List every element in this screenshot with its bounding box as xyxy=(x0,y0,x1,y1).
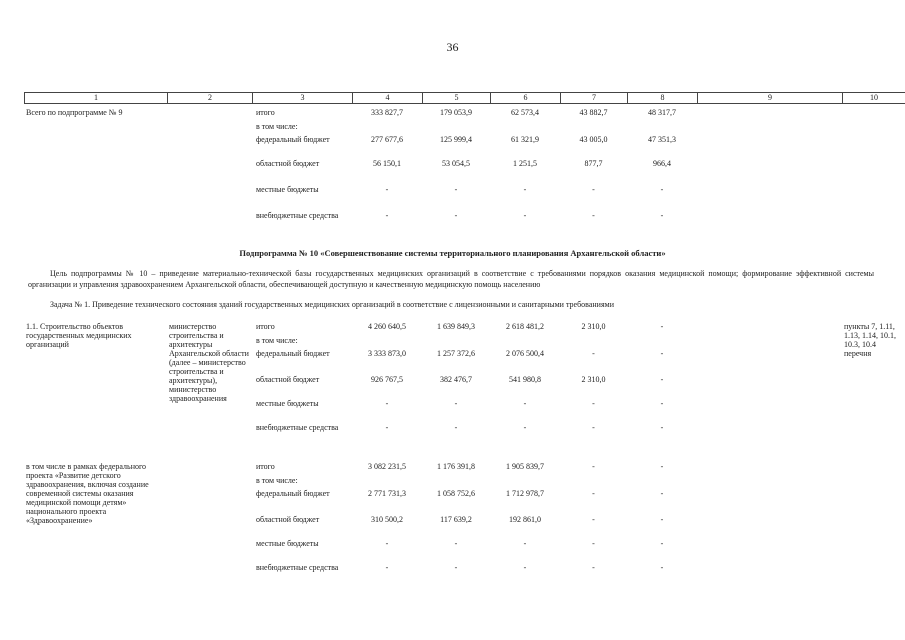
federal-project-table xyxy=(24,460,905,585)
value-cell: - xyxy=(660,211,664,220)
funding-source: областной бюджет xyxy=(256,515,320,524)
value-cell: 1 639 849,3 xyxy=(437,322,475,331)
value-cell: 310 500,2 xyxy=(371,515,403,524)
value-cell: - xyxy=(660,399,664,408)
value-cell xyxy=(560,334,627,347)
value-cell: - xyxy=(592,489,595,498)
value-cell: - xyxy=(523,185,527,194)
row-name: Всего по подпрограмме № 9 xyxy=(26,108,123,117)
value-cell: 2 618 481,2 xyxy=(506,322,544,331)
funding-source: областной бюджет xyxy=(256,159,320,168)
value-cell: - xyxy=(523,563,527,572)
value-cell: - xyxy=(454,399,458,408)
subprogram-goal: Цель подпрограммы № 10 – приведение материально-технической базы государственных медицинских организаций в соответствие с требованиями порядков оказания медицинской помощи; формирование эффективной системы организации и управления здравоохранением Архангельской области, обеспечивающей доступную и качественную медицинскую помощь населению xyxy=(28,269,874,289)
value-cell: 1 257 372,6 xyxy=(437,349,475,358)
value-cell xyxy=(352,474,422,487)
subprogram-title: Подпрограмма № 10 «Совершенствование системы территориального планирования Архангельской области» xyxy=(239,248,666,258)
funding-source: в том числе: xyxy=(256,122,298,131)
value-cell: - xyxy=(660,539,664,548)
executor xyxy=(167,460,252,585)
value-cell: - xyxy=(523,423,527,432)
value-cell: - xyxy=(454,539,458,548)
notes-cell xyxy=(697,106,842,233)
value-cell: - xyxy=(592,515,595,524)
value-cell: - xyxy=(454,423,458,432)
funding-source: федеральный бюджет xyxy=(256,349,330,358)
value-cell: - xyxy=(592,211,595,220)
reference-note: пункты 7, 1.11, 1.13, 1.14, 10.1, 10.3, 10.4 перечня xyxy=(844,322,896,358)
value-cell xyxy=(422,334,490,347)
funding-source: федеральный бюджет xyxy=(256,489,330,498)
value-cell: - xyxy=(660,322,664,331)
value-cell: 2 310,0 xyxy=(581,322,606,331)
value-cell: 179 053,9 xyxy=(440,108,472,117)
value-cell: 1 251,5 xyxy=(513,159,537,168)
funding-source: в том числе: xyxy=(256,336,298,345)
value-cell xyxy=(352,120,422,133)
row-name: в том числе в рамках федерального проекта «Развитие детского здравоохранения, включая создание современной системы оказания медицинской помощи детям» национального проекта «Здравоохранение» xyxy=(26,462,149,525)
funding-source: местные бюджеты xyxy=(256,399,319,408)
value-cell: 56 150,1 xyxy=(373,159,401,168)
notes-cell xyxy=(697,320,842,445)
value-cell: - xyxy=(454,211,458,220)
value-cell: 1 176 391,8 xyxy=(437,462,475,471)
value-cell: - xyxy=(385,423,389,432)
value-cell: 48 317,7 xyxy=(648,108,676,117)
value-cell xyxy=(627,474,697,487)
funding-source: итого xyxy=(256,108,275,117)
value-cell: - xyxy=(523,211,527,220)
value-cell: - xyxy=(592,462,595,471)
value-cell: 1 905 839,7 xyxy=(506,462,544,471)
value-cell xyxy=(490,334,560,347)
column-number: 6 xyxy=(491,93,561,104)
column-number-header xyxy=(24,92,905,104)
value-cell: 3 333 873,0 xyxy=(368,349,406,358)
column-number: 8 xyxy=(628,93,698,104)
value-cell xyxy=(422,474,490,487)
value-cell xyxy=(352,334,422,347)
value-cell: - xyxy=(660,462,664,471)
funding-source: итого xyxy=(256,462,275,471)
value-cell: 43 005,0 xyxy=(579,135,608,144)
value-cell: - xyxy=(592,563,595,572)
value-cell xyxy=(490,120,560,133)
value-cell xyxy=(490,474,560,487)
value-cell: 125 999,4 xyxy=(440,135,472,144)
funding-source: областной бюджет xyxy=(256,375,320,384)
page-number: 36 xyxy=(446,40,459,54)
value-cell: 277 677,6 xyxy=(371,135,403,144)
funding-source: внебюджетные средства xyxy=(256,211,339,220)
column-number: 4 xyxy=(353,93,423,104)
funding-source: федеральный бюджет xyxy=(256,135,330,144)
funding-source: внебюджетные средства xyxy=(256,423,339,432)
value-cell: - xyxy=(592,185,595,194)
value-cell: - xyxy=(660,185,664,194)
value-cell: 1 058 752,6 xyxy=(437,489,475,498)
construction-objects-table xyxy=(24,320,905,445)
value-cell: 966,4 xyxy=(653,159,671,168)
value-cell: 2 771 731,3 xyxy=(368,489,406,498)
value-cell: - xyxy=(660,563,664,572)
value-cell: 43 882,7 xyxy=(579,108,608,117)
value-cell: 192 861,0 xyxy=(509,515,541,524)
column-number: 1 xyxy=(25,93,168,104)
value-cell: - xyxy=(660,423,664,432)
value-cell xyxy=(422,120,490,133)
value-cell: 877,7 xyxy=(584,159,603,168)
column-number: 10 xyxy=(843,93,905,104)
value-cell: - xyxy=(385,539,389,548)
value-cell: 3 082 231,5 xyxy=(368,462,406,471)
value-cell: 541 980,8 xyxy=(509,375,541,384)
value-cell: 1 712 978,7 xyxy=(506,489,544,498)
column-number: 3 xyxy=(253,93,353,104)
notes-cell xyxy=(697,460,842,585)
value-cell: - xyxy=(592,539,595,548)
value-cell: - xyxy=(523,399,527,408)
value-cell: 382 476,7 xyxy=(440,375,472,384)
column-number: 7 xyxy=(561,93,628,104)
value-cell: - xyxy=(660,515,664,524)
value-cell: - xyxy=(523,539,527,548)
value-cell: 53 054,5 xyxy=(442,159,470,168)
value-cell: - xyxy=(592,423,595,432)
funding-source: внебюджетные средства xyxy=(256,563,339,572)
value-cell: 47 351,3 xyxy=(648,135,676,144)
value-cell xyxy=(560,120,627,133)
funding-source: итого xyxy=(256,322,275,331)
subprogram-9-total-table xyxy=(24,106,905,233)
task-title: Задача № 1. Приведение технического состояния зданий государственных медицинских организаций в соответствие с лицензионными и санитарными требованиями xyxy=(50,300,614,309)
column-number: 2 xyxy=(168,93,253,104)
funding-source: местные бюджеты xyxy=(256,539,319,548)
value-cell: 62 573,4 xyxy=(511,108,539,117)
value-cell: - xyxy=(385,563,389,572)
executor xyxy=(167,106,252,233)
value-cell: - xyxy=(385,399,389,408)
value-cell: - xyxy=(660,375,664,384)
funding-source: местные бюджеты xyxy=(256,185,319,194)
value-cell: - xyxy=(660,349,664,358)
value-cell: 333 827,7 xyxy=(371,108,403,117)
value-cell: - xyxy=(592,399,595,408)
reference-cell xyxy=(842,106,905,233)
value-cell: 117 639,2 xyxy=(440,515,472,524)
column-number: 9 xyxy=(698,93,843,104)
value-cell: - xyxy=(660,489,664,498)
value-cell: 2 076 500,4 xyxy=(506,349,544,358)
value-cell: 61 321,9 xyxy=(511,135,539,144)
value-cell: - xyxy=(592,349,595,358)
value-cell xyxy=(627,120,697,133)
value-cell xyxy=(560,474,627,487)
value-cell: 2 310,0 xyxy=(581,375,606,384)
funding-source: в том числе: xyxy=(256,476,298,485)
value-cell: 4 260 640,5 xyxy=(368,322,406,331)
row-name: 1.1. Строительство объектов государственных медицинских организаций xyxy=(26,322,132,349)
executor: министерство строительства и архитектуры Архангельской области (далее – министерство строительства и архитектуры), министерство здравоохранения xyxy=(169,322,249,403)
value-cell: - xyxy=(454,563,458,572)
value-cell: - xyxy=(385,185,389,194)
value-cell: - xyxy=(454,185,458,194)
reference-cell xyxy=(842,460,905,585)
value-cell xyxy=(627,334,697,347)
value-cell: - xyxy=(385,211,389,220)
column-number: 5 xyxy=(423,93,491,104)
value-cell: 926 767,5 xyxy=(371,375,403,384)
